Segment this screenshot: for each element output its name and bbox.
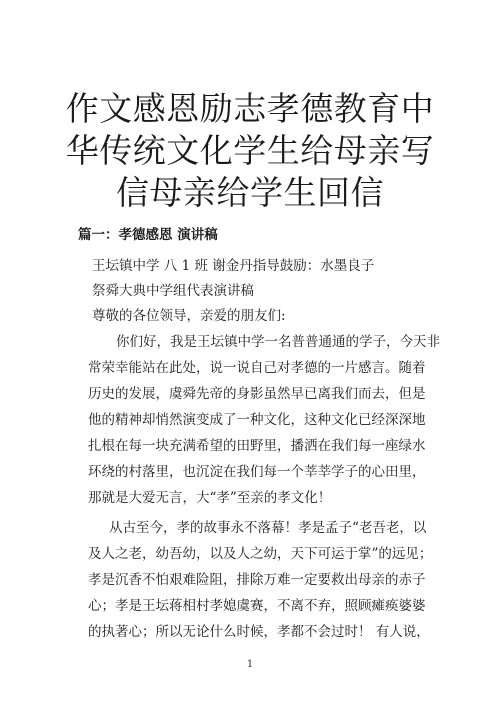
paragraph-line: 孝是沉香不怕艰难险阻，排除万难一定要救出母亲的赤子 xyxy=(88,572,426,588)
salutation: 尊敬的各位领导，亲爱的朋友们: xyxy=(92,308,286,324)
paragraph-line: 常荣幸能站在此处，说一说自己对孝德的一片感言。随着 xyxy=(88,360,426,376)
document-title xyxy=(40,88,460,214)
paragraph-line: 那就是大爱无言，大“孝”至亲的孝文化！ xyxy=(88,490,332,506)
title-line: 作文感恩励志孝德教育中 xyxy=(65,89,435,128)
paragraph-line: 历史的发展，虞舜先帝的身影虽然早已离我们而去，但是 xyxy=(88,386,426,402)
page-number: 1 xyxy=(246,659,254,670)
organization-line: 祭舜大典中学组代表演讲稿 xyxy=(92,283,254,299)
title-line: 信母亲给学生回信 xyxy=(116,173,384,212)
paragraph-line: 从古至今，孝的故事永不落幕！孝是孟子“老吾老，以 xyxy=(109,520,427,536)
paragraph-line: 他的精神却悄然演变成了一种文化，这种文化已经深深地 xyxy=(88,412,426,428)
paragraph-line: 的执著心；所以无论什么时候，孝都不会过时！ 有人说， xyxy=(88,624,430,640)
paragraph-line: 环绕的村落里，也沉淀在我们每一个莘莘学子的心田里， xyxy=(88,464,426,480)
title-line: 华传统文化学生给母亲写 xyxy=(65,131,435,170)
byline: 王坛镇中学 八 1 班 谢金丹指导鼓励：水墨良子 xyxy=(92,258,375,274)
paragraph-line: 心；孝是王坛蒋相村孝媳虞赛，不离不弃，照顾瘫痪婆婆 xyxy=(88,598,426,614)
paragraph-line: 你们好，我是王坛镇中学一名普普通通的学子，今天非 xyxy=(116,334,440,350)
paragraph-line: 及人之老，幼吾幼，以及人之幼，天下可运于掌”的远见； xyxy=(88,546,433,562)
section-heading: 篇一：孝德感恩 演讲稿 xyxy=(78,227,218,243)
paragraph-line: 扎根在每一块充满希望的田野里，播洒在我们每一座绿水 xyxy=(88,438,426,454)
